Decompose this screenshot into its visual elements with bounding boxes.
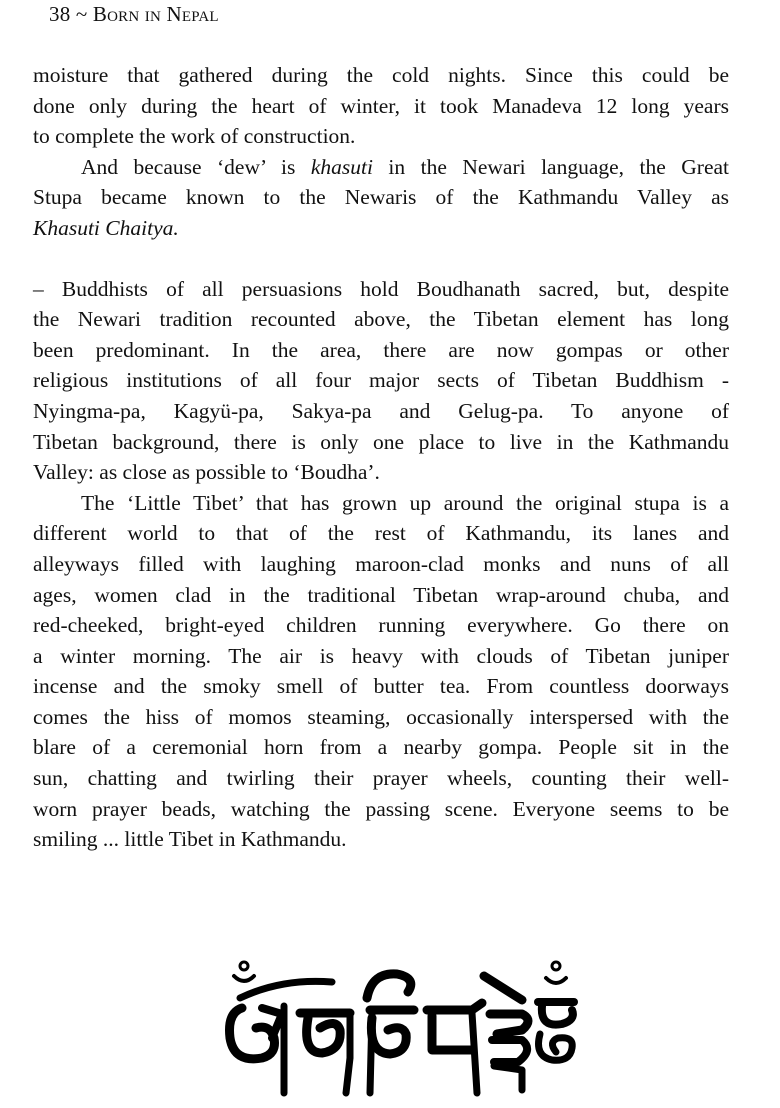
paragraph	[33, 488, 729, 855]
text-line: religious institutions of all four major sects of Tibetan Buddhism -	[33, 368, 729, 393]
paragraph	[33, 274, 729, 488]
body-text	[33, 60, 729, 855]
text-line: a winter morning. The air is heavy with clouds of Tibetan juniper	[33, 643, 729, 668]
text-line	[33, 152, 729, 183]
header-separator: ~	[75, 2, 88, 26]
italic-term: khasuti	[310, 154, 373, 179]
om-mani-padme-hum-glyphs	[222, 958, 582, 1098]
text-line: moisture that gathered during the cold nights. Since this could be	[33, 63, 729, 87]
text-line: red-cheeked, bright-eyed children running everywhere. Go there on	[33, 613, 729, 638]
text-line: to complete the work of construction.	[33, 124, 356, 149]
text-run: And because ‘dew’ is	[81, 154, 311, 179]
paragraph	[33, 60, 729, 152]
text-line: alleyways filled with laughing maroon-clad monks and nuns of all	[33, 551, 729, 576]
text-line: The ‘Little Tibet’ that has grown up around the original stupa is a	[81, 490, 729, 515]
section-gap	[33, 244, 729, 274]
text-line: Tibetan background, there is only one place to live in the Kathmandu	[33, 429, 729, 454]
text-line	[33, 213, 729, 244]
text-line: different world to that of the rest of Kathmandu, its lanes and	[33, 521, 729, 546]
text-run: in the Newari language, the Great	[372, 154, 729, 179]
text-line: smiling ... little Tibet in Kathmandu.	[33, 827, 347, 852]
text-line: ages, women clad in the traditional Tibetan wrap-around chuba, and	[33, 582, 729, 607]
page-number: 38	[49, 2, 71, 26]
text-line: the Newari tradition recounted above, the Tibetan element has long	[33, 307, 729, 332]
italic-term: Khasuti Chaitya.	[33, 215, 179, 240]
book-title: Born in Nepal	[92, 2, 219, 26]
text-line: done only during the heart of winter, it took Manadeva 12 long years	[33, 93, 729, 118]
tibetan-mantra-calligraphy	[222, 958, 582, 1098]
text-line: worn prayer beads, watching the passing scene. Everyone seems to be	[33, 796, 729, 821]
text-line: – Buddhists of all persuasions hold Boudhanath sacred, but, despite	[33, 276, 729, 301]
text-line: Nyingma-pa, Kagyü-pa, Sakya-pa and Gelug-pa. To anyone of	[33, 398, 729, 423]
text-line: Valley: as close as possible to ‘Boudha’.	[33, 460, 380, 485]
text-line: incense and the smoky smell of butter tea. From countless doorways	[33, 674, 729, 699]
text-line: Stupa became known to the Newaris of the Kathmandu Valley as	[33, 185, 729, 210]
running-head	[49, 2, 219, 27]
text-line: blare of a ceremonial horn from a nearby gompa. People sit in the	[33, 735, 729, 760]
text-line: sun, chatting and twirling their prayer wheels, counting their well-	[33, 766, 729, 791]
text-line: been predominant. In the area, there are now gompas or other	[33, 337, 729, 362]
paragraph	[33, 152, 729, 244]
text-line: comes the hiss of momos steaming, occasionally interspersed with the	[33, 704, 729, 729]
